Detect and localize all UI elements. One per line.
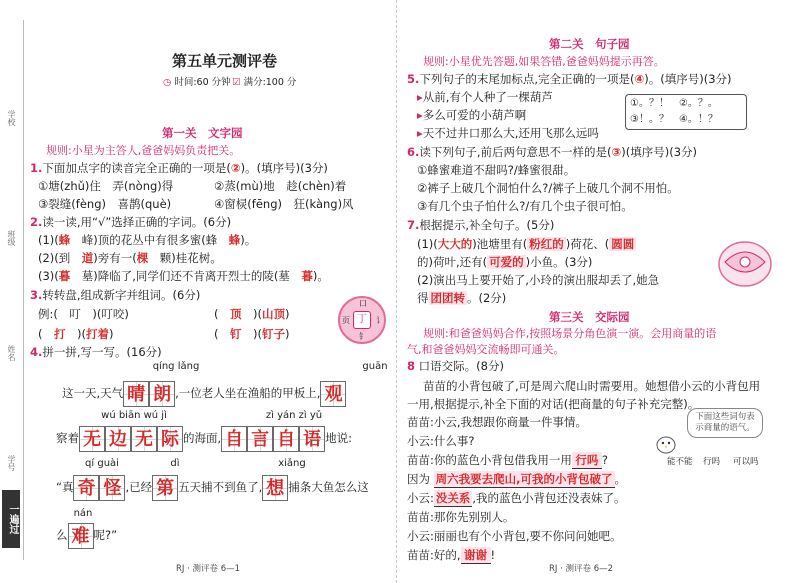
q4-stem: 4.拼一拼,写一写。(16分)	[30, 345, 162, 359]
q7-line-3: (2)演出马上要开始了,小玲的演出服却丢了,她急	[417, 273, 660, 287]
q6-stem: 6.读下列句子,前后两句意思不一样的是(③)(填序号)(3分)	[407, 145, 698, 159]
pinyin-qinglang: qíng lǎng	[152, 361, 200, 372]
right-footer: RJ · 测评卷 6—2	[549, 564, 614, 574]
q1-stem: 1.下面加点字的读音完全正确的一项是(②)。(填序号)(3分)	[30, 161, 328, 175]
dialog-5[interactable]: 小云: 没关系 ,我的蓝色小背包还没表妹了。	[407, 491, 626, 505]
arrow-icon: ▸	[417, 126, 423, 140]
q4-line-1: 这一天,天气 晴 朗 ,一位老人坐在渔船的甲板上, 观	[62, 380, 346, 407]
q6-line-3: ③有几个虫子怕什么?/有几个虫子很可怕。	[417, 199, 633, 213]
q2-line-3[interactable]: (3)(暮 墓)降临了,同学们还不肯离开烈士的陵(墓 暮)。	[38, 269, 329, 283]
margin-line	[23, 20, 24, 560]
hint-bubble: 下面这些词句表示商量的语气。	[687, 408, 763, 438]
q6-answer[interactable]: ③	[611, 145, 622, 159]
dialog-1: 苗苗:小云,我想跟你商量一件事情。	[407, 415, 588, 429]
lotus-illustration	[715, 232, 775, 292]
page-title: 第五单元测评卷	[172, 52, 278, 70]
full-score: ☑ 满分:100 分	[232, 77, 297, 88]
q4-line-2: 察着 无 边 无 际 的海面, 自 言 自 语 地说:	[56, 425, 352, 452]
side-label-number: 学号	[7, 455, 16, 471]
q7-stem: 7.根据提示,补全句子。(5分)	[407, 218, 555, 232]
q6-line-1: ①蜂蜜难道不甜吗?/蜂蜜很甜。	[417, 163, 576, 177]
pinyin-xiang: xiǎng	[278, 458, 306, 469]
pinyin-wubianwuji: wú biān wú jì	[101, 410, 167, 421]
q6-line-2: ②裤子上破几个洞怕什么?/裤子上破几个洞不用怕。	[417, 181, 679, 195]
q2-stem: 2.读一读,用“√”选择正确的字词。(6分)	[30, 215, 232, 229]
section-2-rule: 规则:小星优先答题,如果答错,爸爸妈妈提示再答。	[423, 55, 665, 68]
dialog-2: 小云:什么事?	[407, 434, 475, 448]
q1-option-3: ③裂缝(fèng) 喜鹊(què)	[38, 197, 172, 211]
q2-line-1[interactable]: (1)(蜂 峰)顶的花丛中有很多蜜(蜂 蜂)。	[38, 233, 257, 247]
radical-wheel: 口 页 讠 钅 丁	[338, 296, 386, 344]
left-footer: RJ · 测评卷 6—1	[176, 564, 241, 574]
q3-word-4[interactable]: ( 钉 )(钉子)	[214, 327, 290, 341]
side-label-name: 姓名	[7, 345, 16, 361]
q1-answer[interactable]: ②	[230, 161, 241, 175]
pinyin-qiguai: qí guài	[85, 458, 119, 469]
q7-line-2[interactable]: 的)荷叶,还有( 可爱的 )小鱼。(3分)	[417, 255, 593, 269]
q5-answer[interactable]: ④	[634, 72, 645, 86]
q1-option-2: ②蒸(mù)地 趁(chèn)着	[214, 179, 347, 193]
pinyin-nan: nán	[73, 508, 93, 519]
q1-option-1: ①塘(zhǔ)住 弄(nòng)得	[38, 179, 174, 193]
pinyin-guan: guān	[362, 361, 388, 372]
bird-icon	[653, 432, 679, 456]
q5-stem: 5.下列句子的末尾加标点,完全正确的一项是(④)。(填序号)(3分)	[407, 72, 732, 86]
char-guan[interactable]: 观	[320, 381, 346, 407]
brand-logo: 一遍过	[2, 490, 20, 548]
arrow-icon: ▸	[417, 108, 423, 122]
arrow-icon: ▸	[417, 90, 423, 104]
q8-para-1: 苗苗的小背包破了,可是周六爬山时需要用。她想借小云的小背包用	[423, 379, 761, 393]
q1-option-4: ④窗棂(fēng) 狂(kàng)风	[214, 197, 354, 211]
hint-word-2: 行吗	[703, 457, 721, 467]
char-qing[interactable]: 晴	[123, 381, 149, 407]
q5-sentence-2: ▸多么可爱的小葫芦啊	[417, 108, 527, 122]
time-limit: ◷ 时间:60 分钟	[163, 77, 231, 88]
section-2-title: 第二关 句子园	[549, 37, 630, 51]
q3-example: 例:( 叮 )(叮咬)	[38, 307, 129, 321]
q3-word-2[interactable]: ( 打 )(打着)	[38, 327, 114, 341]
hint-word-3: 可以吗	[733, 457, 759, 467]
clock-icon: ◷	[163, 77, 172, 88]
q4-line-3: “真 奇 怪 ,已经 第 五天捕不到鱼了, 想 捕条大鱼怎么这	[56, 474, 369, 501]
score-icon: ☑	[232, 77, 241, 88]
q5-options-box: ①。？！ ②。？。 ③！。？ ④。！？	[625, 94, 747, 130]
side-label-class: 班级	[7, 230, 16, 246]
dialog-4[interactable]: 因为 周六我要去爬山,可我的小背包破了 。	[407, 472, 627, 486]
q5-sentence-3: ▸天不过井口那么大,还用飞那么远吗	[417, 126, 599, 140]
dialog-6: 苗苗:那你先别别人。	[407, 510, 515, 524]
pinyin-ziyanziyu: zì yán zì yǔ	[265, 410, 323, 421]
q7-line-1[interactable]: (1)(大大的)池塘里有( 粉红的 )荷花、( 圆圆	[417, 237, 635, 251]
dialog-8[interactable]: 苗苗:好的, 谢谢 !	[407, 548, 496, 562]
section-3-rule-1: 规则:和爸爸妈妈合作,按照场景分角色演一演。会用商量的语	[423, 327, 717, 340]
dialog-7: 小云:丽丽也有个小背包,要不你问问她吧。	[407, 529, 622, 543]
section-3-rule-2: 气,和爸爸妈妈交流畅即可通关。	[407, 343, 565, 356]
section-1-title: 第一关 文字园	[162, 126, 243, 140]
q8-para-2: 一用,根据提示,补全下面的对话(把商量的句子补充完整)。	[407, 397, 700, 411]
right-page	[397, 0, 794, 583]
q4-line-4: 么 难 呢?”	[56, 522, 117, 549]
pinyin-di: dì	[170, 458, 180, 469]
q3-word-1[interactable]: ( 顶 )(山顶)	[214, 307, 290, 321]
dialog-3[interactable]: 苗苗:你的蓝色小背包借我用一用 行吗 ?	[407, 453, 608, 467]
q8-stem: 8 口语交际。(8分)	[407, 359, 504, 373]
hint-word-1: 能不能	[667, 457, 693, 467]
side-label-school: 学校	[7, 110, 16, 126]
char-lang[interactable]: 朗	[149, 381, 175, 407]
section-1-rule: 规则:小星为主答人,爸爸妈妈负责把关。	[46, 144, 241, 157]
q7-line-4[interactable]: 得 团团转 。(2分)	[417, 291, 507, 305]
q2-line-2[interactable]: (2)(到 道)旁有一(棵 颗)桂花树。	[38, 251, 222, 265]
section-3-title: 第三关 交际园	[549, 310, 630, 324]
q3-stem: 3.转转盘,组成新字并组词。(6分)	[30, 288, 201, 302]
q5-sentence-1: ▸从前,有个人种了一棵葫芦	[417, 90, 553, 104]
wheel-center: 丁	[353, 311, 371, 329]
